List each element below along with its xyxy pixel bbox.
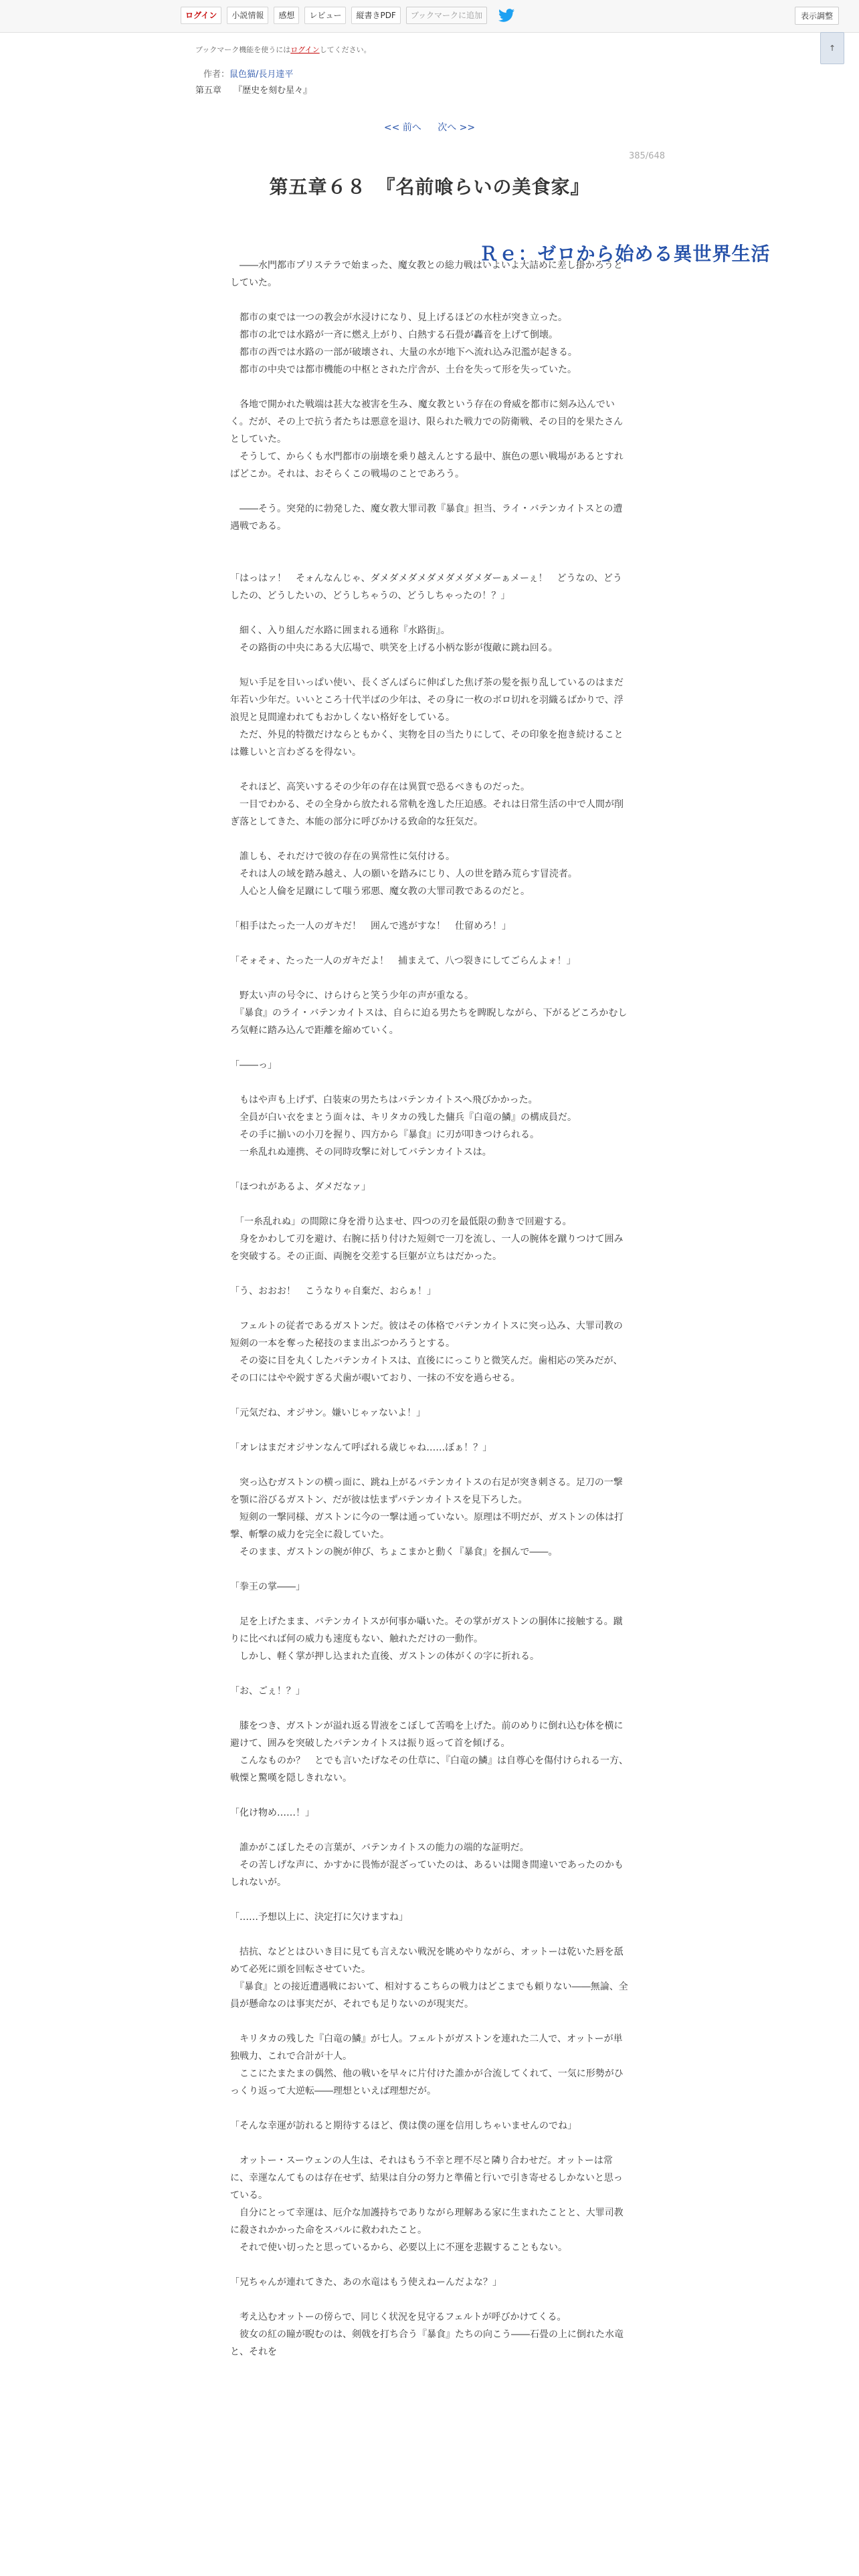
paragraph: 「化け物め……！」 (230, 1808, 314, 1818)
paragraph-gap (230, 1196, 629, 1213)
paragraph-gap (230, 292, 629, 309)
paragraph: ――そう。突発的に勃発した、魔女教大罪司教『暴食』担当、ライ・バテンカイトスとの遭遇戦である。 (230, 504, 623, 532)
paragraph-gap (230, 1561, 629, 1578)
paragraph: フェルトの従者であるガストンだ。彼はその体格でバテンカイトスに突っ込み、大罪司教の短剣の一本を奪った秘技のまま出ぶつかろうとする。 その姿に目を丸くしたバテンカイトスは、直後ににっこりと微笑んだ。歯相応の笑みだが、その口にはやや鋭すぎる犬歯が覗いており、一抹の不安を過らせる。 (230, 1321, 623, 1384)
display-adjust-button[interactable]: 表示調整 (795, 7, 839, 25)
impressions-button[interactable]: 感想 (274, 7, 299, 24)
paragraph: 「そんな幸運が訪れると期待するほど、僕は僕の運を信用しちゃいませんのでね」 (230, 2121, 577, 2131)
add-bookmark-button[interactable]: ブックマークに追加 (406, 7, 487, 24)
paragraph: 「そォそォ、たった一人のガキだよ！ 捕まえて、八つ裂きにしてごらんよォ！」 (230, 956, 576, 966)
paragraph-gap (230, 1039, 629, 1057)
paragraph: 考え込むオットーの傍らで、同じく状況を見守るフェルトが呼びかけてくる。 彼女の紅の瞳が睨むのは、剣戟を打ち合う『暴食』たちの向こう――石畳の上に倒れた水竜と、それを (230, 2312, 624, 2357)
paragraph: 「相手はたった一人のガキだ！ 囲んで逃がすな！ 仕留めろ！」 (230, 921, 511, 932)
paragraph-gap (230, 657, 629, 674)
paragraph-gap (230, 1596, 629, 1613)
paragraph-gap (230, 552, 629, 570)
paragraph-gap (230, 1422, 629, 1439)
bookmark-note-suffix: してください。 (319, 45, 371, 54)
paragraph: 足を上げたまま、バテンカイトスが何事か囁いた。その掌がガストンの胴体に接触する。蹴りに比べれば何の威力も速度もない、触れただけの一動作。 しかし、軽く掌が押し込まれた直後、ガストンの体がくの字に折れる。 (230, 1616, 623, 1662)
paragraph-gap (230, 2100, 629, 2117)
paragraph-gap (230, 1300, 629, 1317)
vertical-pdf-button[interactable]: 縦書きPDF (351, 7, 400, 24)
paragraph: 「元気だね、オジサン。嫌いじゃァないよ！」 (230, 1408, 426, 1418)
arrow-up-icon: ↑ (828, 43, 836, 53)
paragraph-gap (230, 2013, 629, 2030)
chapter-label: 第五章 (195, 86, 222, 96)
chapter-info (195, 83, 312, 96)
paragraph: 「……予想以上に、決定打に欠けますね」 (230, 1912, 408, 1923)
novel-info-button[interactable]: 小説情報 (227, 7, 268, 24)
paragraph-gap (230, 605, 629, 622)
paragraph-gap (230, 831, 629, 848)
nav-bar (181, 7, 515, 24)
paragraph-gap (230, 1161, 629, 1178)
paragraph: 都市の東では一つの教会が水浸けになり、見上げるほどの水柱が突き立った。 都市の北では水路が一斉に燃え上がり、白熱する石畳が轟音を上げて倒壊。 都市の西では水路の一部が破壊され、大量の水が地下へ流れ込み氾濫が起きる。 都市の中央では都市機能の中枢とされた庁舎が、土台を失って形を失っていた。 (239, 312, 577, 375)
paragraph: 誰かがこぼしたその言葉が、バテンカイトスの能力の端的な証明だ。 その苦しげな声に、かすかに畏怖が混ざっていたのは、あるいは聞き間違いであったのかもしれないが。 (230, 1842, 624, 1888)
paragraph: 野太い声の号令に、けらけらと笑う少年の声が重なる。 『暴食』のライ・バテンカイトスは、自らに迫る男たちを睥睨しながら、下がるどころかむしろ気軽に踏み込んで距離を縮めていく。 (230, 990, 628, 1036)
paragraph-gap (230, 379, 629, 396)
series-title-link[interactable]: Ｒｅ：ゼロから始める異世界生活 (479, 243, 771, 265)
novel-body (230, 257, 629, 2361)
paragraph: 各地で開かれた戦端は甚大な被害を生み、魔女教という存在の脅威を都市に刻み込んでいく。だが、その上で抗う者たちは悪意を退け、限られた戦力での防衛戦、その目的を果たさんとしていた。 そうして、からくも水門都市の崩壊を乗り越えんとする最中、旗色の悪い戦場があるとすればどこか。それは、おそらくこの戦場のことであろう。 (230, 399, 624, 479)
paragraph-gap (230, 900, 629, 918)
top-toolbar (0, 0, 859, 33)
paragraph-gap (230, 1926, 629, 1943)
review-button[interactable]: レビュー (304, 7, 346, 24)
prev-page-link[interactable]: << 前へ (383, 122, 421, 133)
paragraph-gap (230, 1387, 629, 1404)
paragraph: 「う、おおお！ こうなりゃ自棄だ、おらぁ！」 (230, 1286, 436, 1297)
paragraph: 細く、入り組んだ水路に囲まれる通称『水路街』。 その路街の中央にある大広場で、哄笑を上げる小柄な影が復敵に跳ね回る。 (239, 625, 558, 653)
paragraph-gap (230, 1265, 629, 1283)
paragraph-gap (230, 483, 629, 500)
page-count: 385/648 (628, 151, 665, 161)
paragraph-gap (230, 1891, 629, 1909)
paragraph: 「オレはまだオジサンなんて呼ばれる歳じゃね……ぼぁ！？」 (230, 1442, 492, 1453)
paragraph: 膝をつき、ガストンが溢れ返る胃液をこぼして苦鳴を上げた。前のめりに倒れ込む体を横に避けて、囲みを突破したバテンカイトスは振り返って首を傾げる。 こんなものか？ とでも言いたげなその仕草に、『白竜の鱗』は自尊心を傷付けられる一方、戦慄と驚嘆を隠しきれない。 (230, 1721, 628, 1784)
login-button[interactable]: ログイン (181, 7, 221, 24)
scroll-to-top-button[interactable] (820, 32, 844, 64)
paragraph: 突っ込むガストンの横っ面に、跳ね上がるバテンカイトスの右足が突き刺さる。足刀の一撃を顎に浴びるガストン、だが彼は怯まずバテンカイトスを見下ろした。 短剣の一撃同様、ガストンに今の一撃は通っていない。原理は不明だが、ガストンの体は打撃、斬撃の威力を完全に殺していた。 そのまま、ガストンの腕が伸び、ちょこまかと動く『暴食』を掴んで――。 (230, 1477, 624, 1558)
paragraph: 「拳王の掌――」 (230, 1582, 305, 1592)
author-label: 作者： (203, 70, 230, 80)
paragraph-gap (230, 2256, 629, 2274)
paragraph: 「はっはァ！ そォんなんじゃ、ダメダメダメダメダメダメダーぁメーぇ！ どうなの、どうしたの、どうしたいの、どうしちゃうの、どうしちゃったの！？」 (230, 573, 622, 601)
paragraph: 「――っ」 (230, 1060, 277, 1071)
author-link[interactable]: 鼠色猫/長月達平 (229, 70, 294, 80)
paragraph-gap (230, 935, 629, 952)
paragraph-gap (230, 1074, 629, 1091)
paragraph-gap (230, 1787, 629, 1804)
paragraph: キリタカの残した『白竜の鱗』が七人。フェルトがガストンを連れた二人で、オットーが単独戦力、これで合計が十人。 ここにたまたまの偶然、他の戦いを早々に片付けた誰かが合流してくれて、一気に形勢がひっくり返って大逆転――理想といえば理想だが。 (230, 2034, 624, 2097)
paragraph-gap (230, 1457, 629, 1474)
paragraph: もはや声も上げず、白装束の男たちはバテンカイトスへ飛びかかった。 全員が白い衣をまとう面々は、キリタカの残した傭兵『白竜の鱗』の構成員だ。 その手に揃いの小刀を握り、四方から『暴食』に刃が叩きつけられる。 一糸乱れぬ連携、その同時攻撃に対してバテンカイトスは。 (239, 1095, 577, 1158)
paragraph-gap (230, 2291, 629, 2309)
paragraph: 短い手足を目いっぱい使い、長くざんばらに伸ばした焦げ茶の髪を振り乱しているのはまだ年若い少年だ。いいところ十代半ばの少年は、その身に一枚のボロ切れを羽織るばかりで、浮浪児と見間違われてもおかしくない格好をしている。 ただ、外見的特徴だけならともかく、実物を目の当たりにして、その印象を抱き続けることは難しいと言わざるを得ない。 (230, 677, 624, 758)
paragraph-gap (230, 761, 629, 778)
paragraph-gap (230, 2135, 629, 2152)
bookmark-login-link[interactable]: ログイン (290, 45, 320, 54)
paragraph: 「一糸乱れぬ」の間隙に身を滑り込ませ、四つの刃を最低限の動きで回避する。 身をかわして刃を避け、右腕に括り付けた短剣で一刀を流し、一人の腕体を蹴りつけて囲みを突破する。その正面、両腕を交差する巨躯が立ちはだかった。 (230, 1216, 624, 1262)
chapter-subtitle: 『歴史を刻む星々』 (233, 86, 312, 96)
paragraph-gap (230, 1700, 629, 1717)
paragraph: ――水門都市プリステラで始まった、魔女教との総力戦はいよいよ大詰めに差し掛かろうとしていた。 (230, 260, 623, 288)
paragraph: 拮抗、などとはひいき目に見ても言えない戦況を眺めやりながら、オットーは乾いた唇を舐めて必死に頭を回転させていた。 『暴食』との接近遭遇戦において、相対するこちらの戦力はどこまでも頼りない――無論、全員が懸命なのは事実だが、それでも足りないのが現実だ。 (230, 1947, 628, 2010)
paragraph: オットー・スーウェンの人生は、それはもう不幸と理不尽と隣り合わせだ。オットーは常に、幸運なんてものは存在せず、結果は自分の努力と準備と行いで引き寄せるしかないと思っている。 自分にとって幸運は、厄介な加護持ちでありながら理解ある家に生まれたことと、大罪司教に殺されかかった命をスバルに救われたこと。 それで使い切ったと思っているから、必要以上に不運を悲観することもない。 (230, 2155, 624, 2253)
paragraph: 「お、ごぇ！？」 (230, 1686, 305, 1697)
paragraph-gap (230, 535, 629, 552)
paragraph: 「兄ちゃんが連れてきた、あの水竜はもう使えねーんだよな？」 (230, 2277, 502, 2288)
episode-title: 第五章６８ 『名前喰らいの美食家』 (269, 176, 590, 198)
twitter-bird-icon[interactable] (498, 9, 515, 22)
paragraph-gap (230, 970, 629, 987)
bookmark-login-note (195, 44, 371, 55)
paragraph: 「ほつれがあるよ、ダメだなァ」 (230, 1182, 371, 1192)
bookmark-note-text: ブックマーク機能を使うには (195, 45, 291, 54)
next-page-link[interactable]: 次へ >> (438, 122, 476, 133)
paragraph-gap (230, 1665, 629, 1683)
paragraph: それほど、高笑いするその少年の存在は異質で恐るべきものだった。 一目でわかる、その全身から放たれる常軌を逸した圧迫感。それは日常生活の中で人間が削ぎ落としてきた、本能の部分に呼びかける致命的な狂気だ。 (230, 782, 624, 827)
pager (0, 120, 859, 134)
paragraph-gap (230, 1822, 629, 1839)
paragraph: 誰しも、それだけで彼の存在の異常性に気付ける。 それは人の域を踏み越え、人の願いを踏みにじり、人の世を踏み荒らす冒涜者。 人心と人倫を足蹴にして嗤う邪悪、魔女教の大罪司教であるのだと。 (239, 851, 577, 897)
